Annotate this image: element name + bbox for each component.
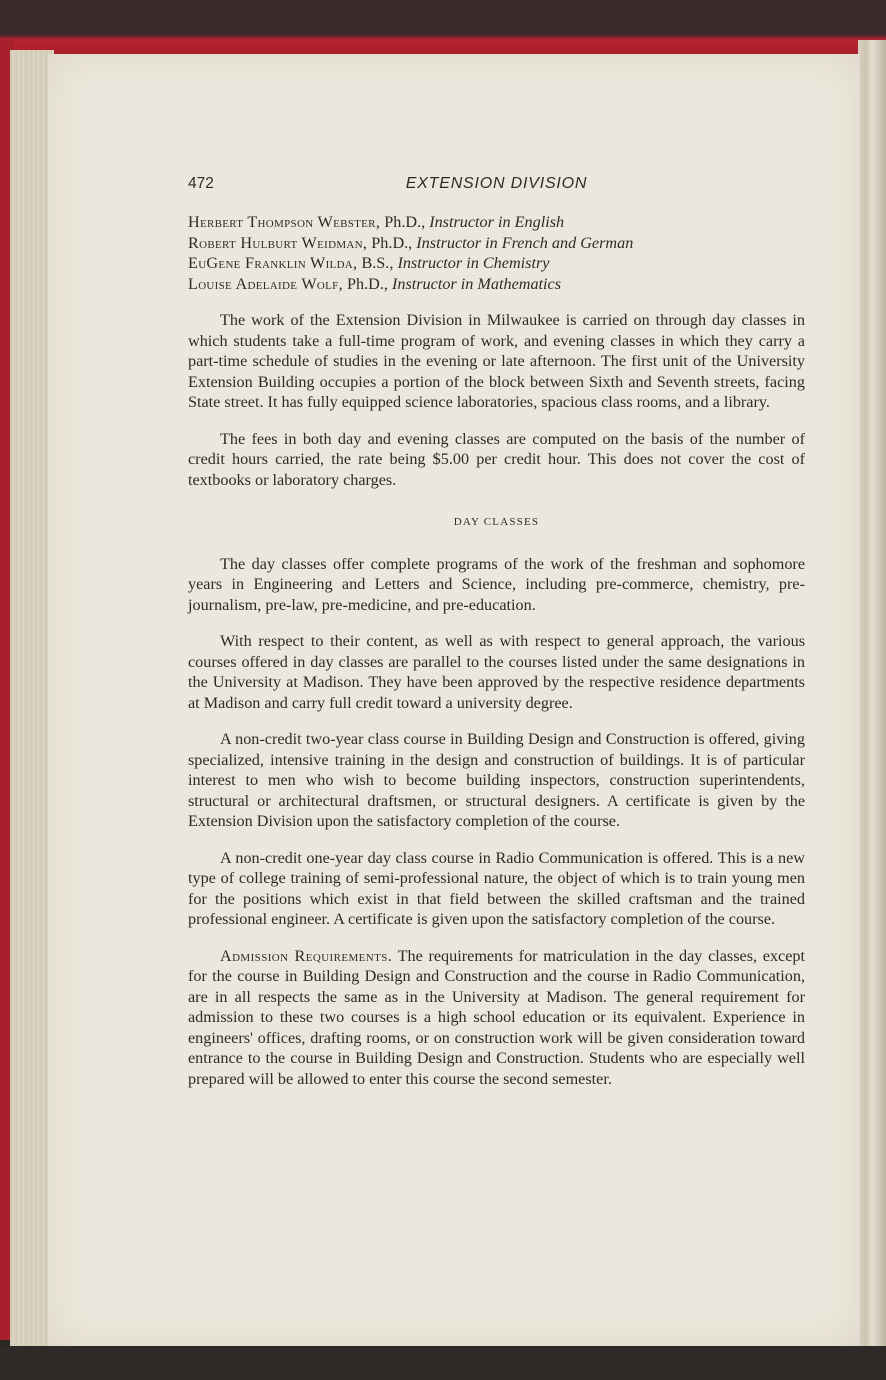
staff-name: Robert Hulburt Weidman, (188, 233, 368, 252)
section-heading: DAY CLASSES (453, 516, 540, 528)
staff-entry (188, 274, 805, 295)
staff-entry (188, 233, 805, 254)
running-title: EXTENSION DIVISION (405, 175, 588, 192)
admission-text: The requirements for matriculation in the day classes, except for the course in Building Design and Construction and the course in Radio Communication, are in all respects the same as in the University at Madison. The general requirement for admission to these two courses is a high school education or its equivalent. Experience in engineers' offices, drafting rooms, or on construction work will be given consideration toward entrance to the course in Building Design and Construction. Students who are especially well prepared will be allowed to enter this course the second semester. (188, 946, 805, 1088)
staff-name: Louise Adelaide Wolf, (188, 274, 343, 293)
building-design-paragraph: A non-credit two-year class course in Building Design and Construction is offered, giving specialized, intensive training in the design and construction of buildings. It is of particular interest to men who wish to become building inspectors, construction superintendents, structural or architectural draftsmen, or structural designers. A certificate is given by the Extension Division upon the satisfactory completion of the course. (188, 730, 805, 830)
staff-title: Instructor in Chemistry (397, 254, 550, 272)
page-header (188, 170, 805, 194)
staff-list (188, 212, 805, 294)
day-classes-paragraph: The day classes offer complete programs of the work of the freshman and sophomore years in Engineering and Letters and Science, including pre-commerce, chemistry, pre-journalism, pre-law, pre-medicine, and pre-education. (188, 554, 805, 614)
staff-degree: Ph.D., (384, 213, 426, 231)
staff-degree: B.S., (361, 254, 394, 272)
staff-entry (188, 253, 805, 274)
background-bottom (0, 1346, 886, 1380)
page-content (188, 170, 805, 1105)
right-page-edge (858, 40, 886, 1380)
staff-degree: Ph.D., (346, 274, 388, 293)
staff-name: EuGene Franklin Wilda, (188, 254, 358, 272)
content-paragraph: With respect to their content, as well as with respect to general approach, the various courses offered in day classes are parallel to the courses listed under the same designations in the University at Madison. They have been approved by the respective residence departments at Madison and carry full credit toward a university degree. (188, 632, 805, 712)
staff-entry (188, 212, 805, 233)
radio-paragraph: A non-credit one-year day class course in Radio Communication is offered. This is a new type of college training of semi-professional nature, the object of which is to train young men for the positions which exist in that field between the skilled craftsman and the trained professional engineer. A certificate is given upon the satisfactory completion of the course. (188, 848, 805, 928)
admission-lead: Admission Requirements. (220, 946, 393, 965)
staff-name: Herbert Thompson Webster, (188, 213, 381, 231)
staff-title: Instructor in French and German (416, 233, 634, 252)
staff-title: Instructor in English (429, 213, 565, 231)
staff-title: Instructor in Mathematics (391, 274, 562, 293)
intro-paragraph: The work of the Extension Division in Milwaukee is carried on through day classes in which students take a full-time program of work, and evening classes in which they carry a part-time schedule of studies in the evening or late afternoon. The first unit of the University Extension Building occupies a portion of the block between Sixth and Seventh streets, facing State street. It has fully equipped science laboratories, spacious class rooms, and a library. (188, 311, 805, 411)
fees-paragraph: The fees in both day and evening classes are computed on the basis of the number of credit hours carried, the rate being $5.00 per credit hour. This does not cover the cost of textbooks or laboratory charges. (188, 429, 805, 489)
staff-degree: Ph.D., (371, 233, 413, 252)
book-cover-top (0, 0, 886, 58)
page-number: 472 (188, 175, 214, 192)
admission-paragraph (188, 946, 805, 1090)
